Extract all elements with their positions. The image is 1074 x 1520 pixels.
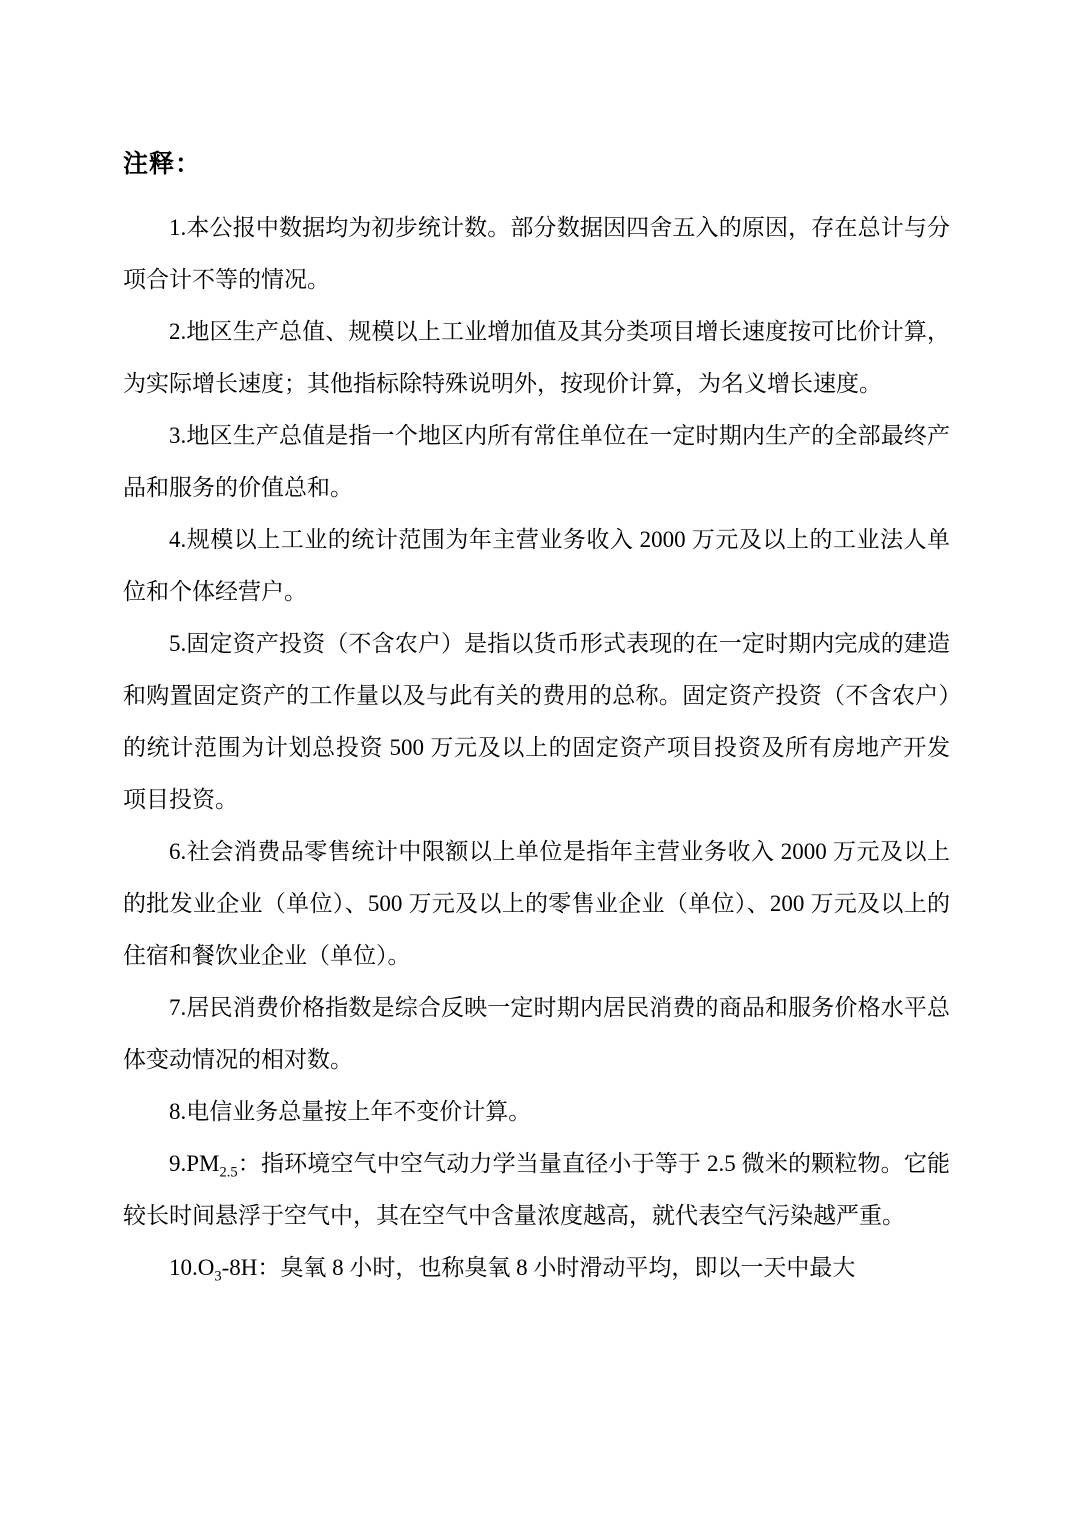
note-text-run: ：指环境空气中空气动力学当量直径小于等于 2.5 微米的颗粒物。它能较长时间悬浮于空气中，其在空气中含量浓度越高，就代表空气污染越严重。 (123, 1151, 950, 1228)
note-paragraph (123, 618, 950, 826)
notes-list (123, 202, 950, 1294)
note-paragraph (123, 1138, 950, 1242)
note-text-run: -8H：臭氧 8 小时，也称臭氧 8 小时滑动平均，即以一天中最大 (221, 1255, 856, 1280)
note-text-run: 9.PM (169, 1151, 220, 1176)
note-paragraph (123, 1242, 950, 1294)
note-text-run: 10.O (169, 1255, 215, 1280)
note-subscript: 2.5 (219, 1164, 238, 1181)
note-text-run: 1.本公报中数据均为初步统计数。部分数据因四舍五入的原因，存在总计与分项合计不等的情况。 (123, 215, 950, 292)
note-paragraph (123, 514, 950, 618)
note-text-run: 2.地区生产总值、规模以上工业增加值及其分类项目增长速度按可比价计算，为实际增长速度；其他指标除特殊说明外，按现价计算，为名义增长速度。 (123, 319, 950, 396)
note-text-run: 4.规模以上工业的统计范围为年主营业务收入 2000 万元及以上的工业法人单位和个体经营户。 (123, 527, 950, 604)
note-text-run: 7.居民消费价格指数是综合反映一定时期内居民消费的商品和服务价格水平总体变动情况的相对数。 (123, 995, 950, 1072)
note-paragraph (123, 826, 950, 982)
notes-heading: 注释： (123, 151, 202, 178)
note-paragraph (123, 306, 950, 410)
note-text-run: 8.电信业务总量按上年不变价计算。 (169, 1099, 532, 1124)
note-paragraph (123, 982, 950, 1086)
note-text-run: 5.固定资产投资（不含农户）是指以货币形式表现的在一定时期内完成的建造和购置固定资产的工作量以及与此有关的费用的总称。固定资产投资（不含农户）的统计范围为计划总投资 500 万元及以上的固定资产项目投资及所有房地产开发项目投资。 (123, 631, 950, 812)
note-paragraph (123, 202, 950, 306)
note-subscript: 3 (214, 1268, 222, 1285)
note-paragraph (123, 410, 950, 514)
note-text-run: 3.地区生产总值是指一个地区内所有常住单位在一定时期内生产的全部最终产品和服务的价值总和。 (123, 423, 950, 500)
note-text-run: 6.社会消费品零售统计中限额以上单位是指年主营业务收入 2000 万元及以上的批发业企业（单位）、500 万元及以上的零售业企业（单位）、200 万元及以上的住宿和餐饮业企业（单位）。 (123, 839, 950, 968)
note-paragraph (123, 1086, 950, 1138)
